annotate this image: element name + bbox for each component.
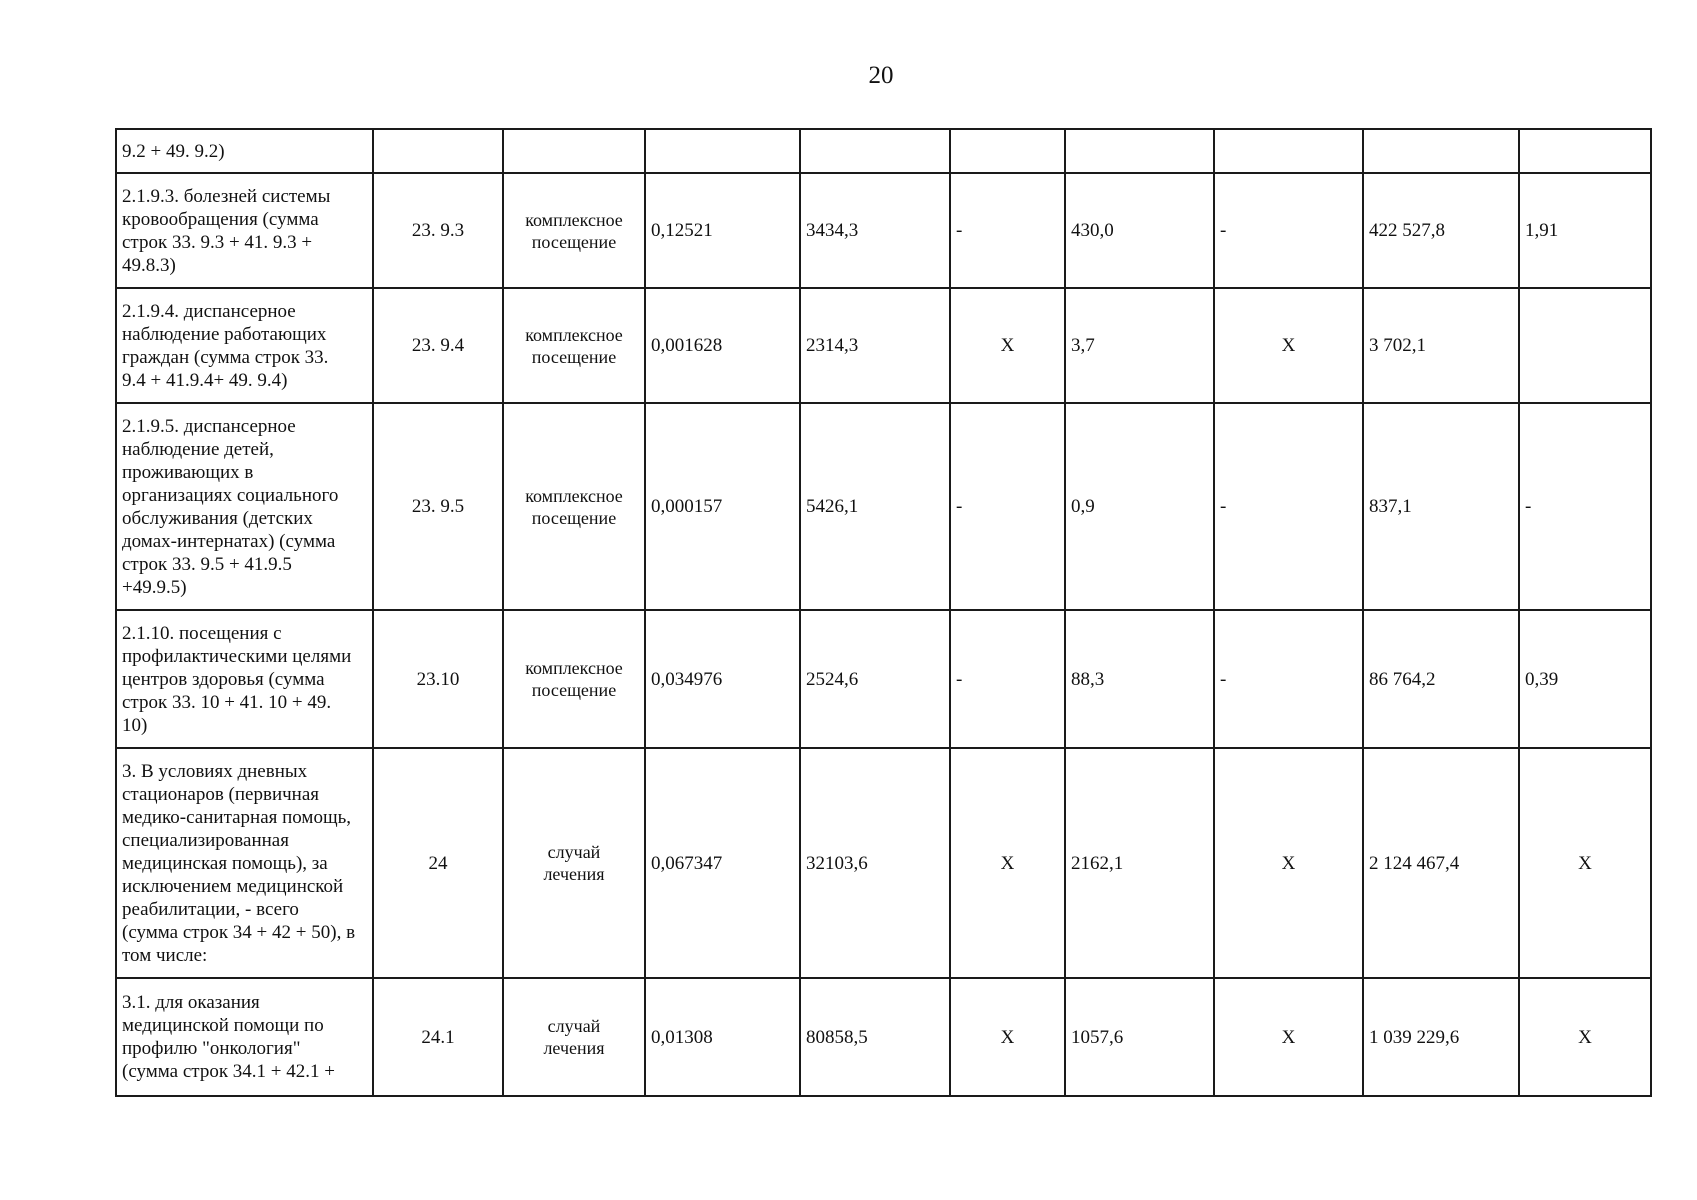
cell-norm: 0,034976	[645, 610, 800, 748]
cell-percent: 1,91	[1519, 173, 1651, 288]
cell-fund-2: Х	[1214, 288, 1363, 403]
cell-row-number	[373, 129, 503, 173]
page-number: 20	[868, 62, 894, 89]
cell-norm: 0,000157	[645, 403, 800, 610]
cell-total: 422 527,8	[1363, 173, 1519, 288]
cell-norm: 0,001628	[645, 288, 800, 403]
table-row	[116, 748, 1651, 978]
cell-name	[116, 748, 373, 978]
cell-row-number: 24	[373, 748, 503, 978]
cell-cost: 2524,6	[800, 610, 950, 748]
cell-name	[116, 173, 373, 288]
cell-row-number: 24.1	[373, 978, 503, 1096]
cell-cost: 32103,6	[800, 748, 950, 978]
cell-unit-text: случай лечения	[543, 842, 605, 884]
table-row	[116, 288, 1651, 403]
cell-fund-1: -	[950, 403, 1065, 610]
cell-total: 837,1	[1363, 403, 1519, 610]
cell-name-text: 9.2 + 49. 9.2)	[122, 140, 225, 162]
cell-unit	[503, 748, 645, 978]
cell-name-text: 3. В условиях дневных стационаров (первичная медико-санитарная помощь, специализированная медицинская помощь), за исключением медицинской реабилитации, - всего (сумма строк 34 + 42 + 50), в том числе:	[122, 760, 356, 966]
cell-fund-2: -	[1214, 403, 1363, 610]
cell-total: 3 702,1	[1363, 288, 1519, 403]
cell-row-number: 23. 9.4	[373, 288, 503, 403]
cell-percent	[1519, 288, 1651, 403]
cell-fund-1: Х	[950, 978, 1065, 1096]
cell-name	[116, 288, 373, 403]
cell-percent: -	[1519, 403, 1651, 610]
cell-unit-text: комплексное посещение	[525, 324, 623, 367]
cell-fund-2: Х	[1214, 978, 1363, 1096]
cell-total: 1 039 229,6	[1363, 978, 1519, 1096]
cell-fund-1: Х	[950, 748, 1065, 978]
cell-unit-text: комплексное посещение	[525, 658, 623, 700]
cell-cost: 5426,1	[800, 403, 950, 610]
cell-fund-2	[1214, 129, 1363, 173]
cell-fund-2: -	[1214, 610, 1363, 748]
cell-unit	[503, 288, 645, 403]
table-body	[116, 129, 1651, 1096]
cell-unit	[503, 610, 645, 748]
table-row	[116, 173, 1651, 288]
cell-fund-1	[950, 129, 1065, 173]
cell-row-number: 23. 9.5	[373, 403, 503, 610]
cell-unit-text: комплексное посещение	[525, 209, 623, 252]
cell-unit	[503, 978, 645, 1096]
cell-percent: Х	[1519, 978, 1651, 1096]
cell-percent	[1519, 129, 1651, 173]
cell-row-number: 23. 9.3	[373, 173, 503, 288]
table-row	[116, 129, 1651, 173]
cell-unit-text: случай лечения	[543, 1016, 605, 1058]
cell-row-number: 23.10	[373, 610, 503, 748]
cell-total: 2 124 467,4	[1363, 748, 1519, 978]
cell-name	[116, 129, 373, 173]
cell-cost: 2314,3	[800, 288, 950, 403]
cell-name	[116, 978, 373, 1096]
table-row	[116, 978, 1651, 1096]
cell-fund-1: -	[950, 173, 1065, 288]
cell-name-text: 2.1.9.5. диспансерное наблюдение детей, проживающих в организациях социального обслуживания (детских домах-интернатах) (сумма строк 33. 9.5 + 41.9.5 +49.9.5)	[122, 415, 339, 598]
table-row	[116, 610, 1651, 748]
cell-value: 1057,6	[1065, 978, 1214, 1096]
cell-unit-text: комплексное посещение	[525, 485, 623, 528]
cell-fund-2: Х	[1214, 748, 1363, 978]
cell-unit	[503, 173, 645, 288]
cell-percent: Х	[1519, 748, 1651, 978]
cell-unit	[503, 129, 645, 173]
cell-norm: 0,067347	[645, 748, 800, 978]
cell-fund-2: -	[1214, 173, 1363, 288]
cell-value: 2162,1	[1065, 748, 1214, 978]
cell-name	[116, 610, 373, 748]
cell-norm: 0,12521	[645, 173, 800, 288]
cell-name-text: 2.1.10. посещения с профилактическими целями центров здоровья (сумма строк 33. 10 + 41. 10 + 49. 10)	[122, 622, 352, 736]
cell-total	[1363, 129, 1519, 173]
cell-cost	[800, 129, 950, 173]
cell-unit	[503, 403, 645, 610]
cell-fund-1: Х	[950, 288, 1065, 403]
cell-norm: 0,01308	[645, 978, 800, 1096]
cell-name-text: 3.1. для оказания медицинской помощи по профилю "онкология" (сумма строк 34.1 + 42.1 +	[122, 992, 335, 1082]
cell-cost: 3434,3	[800, 173, 950, 288]
cell-value: 88,3	[1065, 610, 1214, 748]
cell-value: 3,7	[1065, 288, 1214, 403]
cell-norm	[645, 129, 800, 173]
cell-name	[116, 403, 373, 610]
cell-value: 430,0	[1065, 173, 1214, 288]
cell-percent: 0,39	[1519, 610, 1651, 748]
cell-value	[1065, 129, 1214, 173]
table-row	[116, 403, 1651, 610]
cell-name-text: 2.1.9.4. диспансерное наблюдение работающих граждан (сумма строк 33. 9.4 + 41.9.4+ 49. 9.4)	[122, 300, 329, 391]
data-table	[115, 128, 1652, 1097]
cell-cost: 80858,5	[800, 978, 950, 1096]
cell-value: 0,9	[1065, 403, 1214, 610]
cell-name-text: 2.1.9.3. болезней системы кровообращения (сумма строк 33. 9.3 + 41. 9.3 + 49.8.3)	[122, 185, 331, 276]
cell-total: 86 764,2	[1363, 610, 1519, 748]
cell-fund-1: -	[950, 610, 1065, 748]
